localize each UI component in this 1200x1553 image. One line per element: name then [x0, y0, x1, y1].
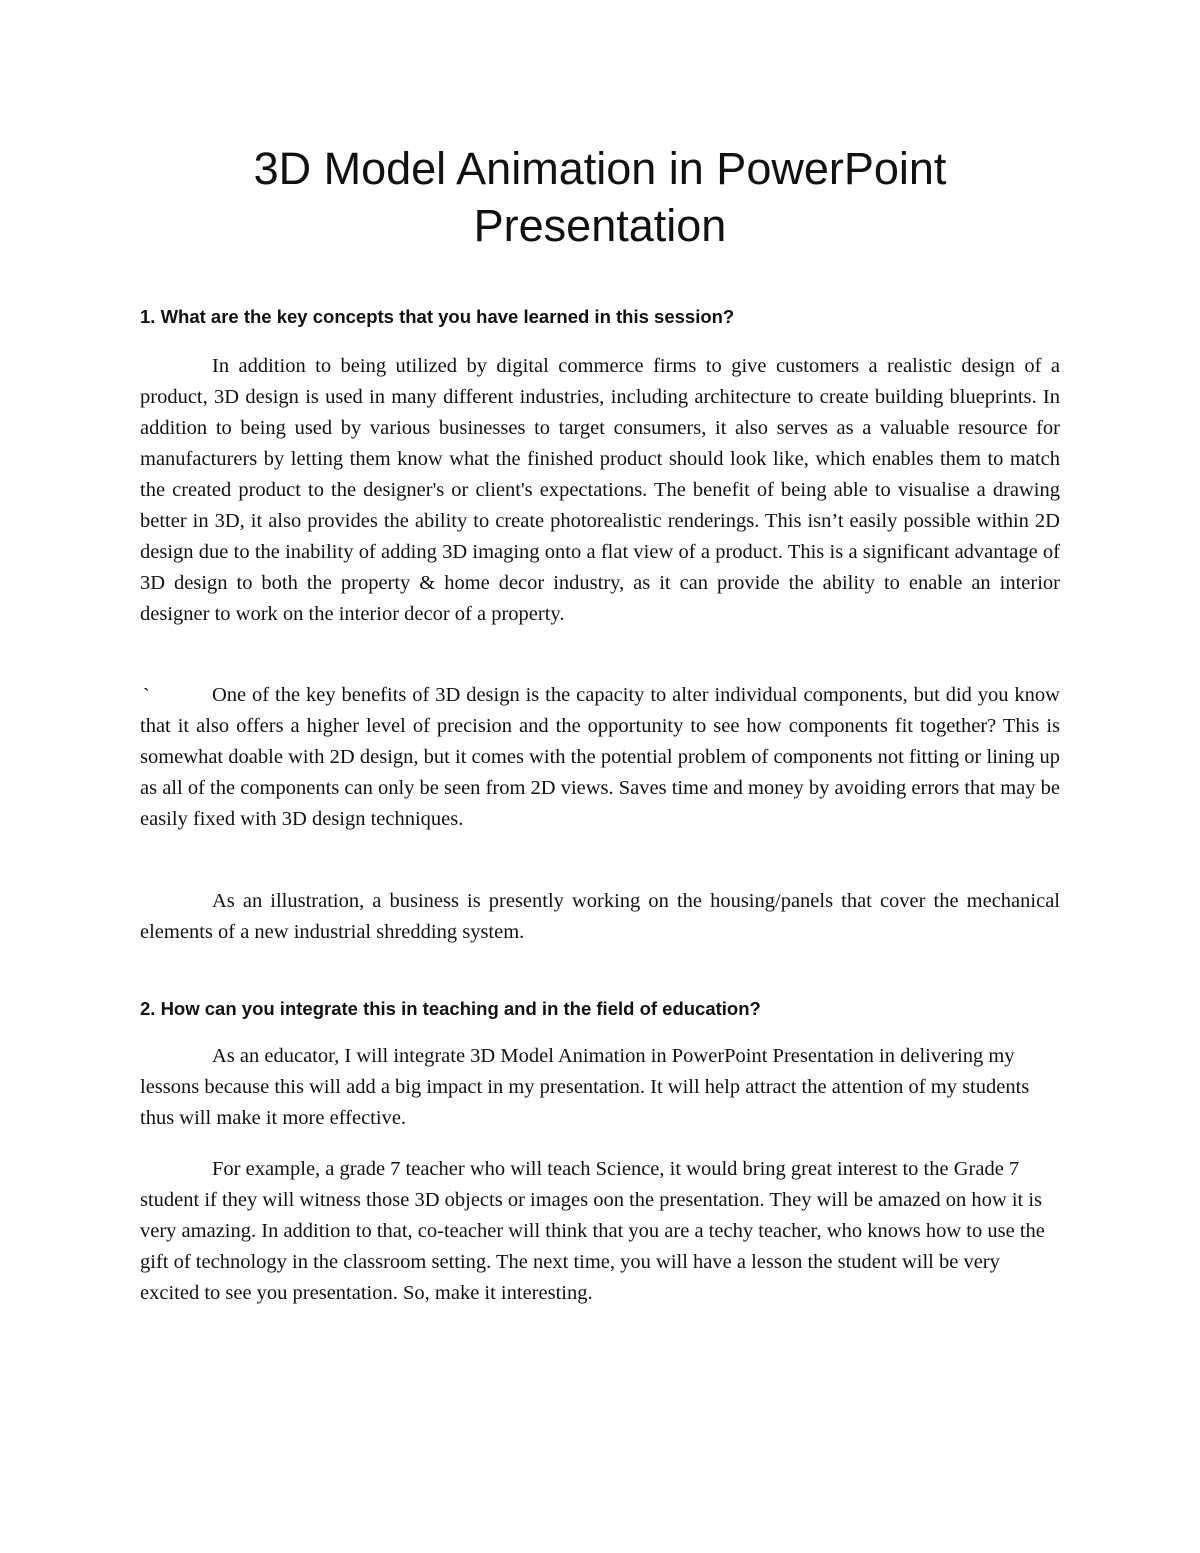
section-1-paragraph-3: As an illustration, a business is presently working on the housing/panels that cover the mechanical elements of a new industrial shredding system. — [140, 890, 1060, 943]
title-line-1: 3D Model Animation in PowerPoint — [253, 143, 947, 194]
question-1-heading: 1. What are the key concepts that you have learned in this session? — [140, 306, 735, 327]
section-1-paragraph-2: One of the key benefits of 3D design is the capacity to alter individual components, but did you know that it also offers a higher level of precision and the opportunity to see how components fit together? This is somewhat doable with 2D design, but it comes with the potential problem of components not fitting or lining up as all of the components can only be seen from 2D views. Saves time and money by avoiding errors that may be easily fixed with 3D design techniques. — [140, 684, 1060, 830]
stray-backtick-mark: ` — [143, 685, 150, 707]
title-line-2: Presentation — [473, 200, 727, 251]
section-1-paragraph-1: In addition to being utilized by digital commerce firms to give customers a realistic design of a product, 3D design is used in many different industries, including architecture to create building blueprints. In addition to being used by various businesses to target consumers, it also serves as a valuable resource for manufacturers by letting them know what the finished product should look like, which enables them to match the created product to the designer's or client's expectations. The benefit of being able to visualise a drawing better in 3D, it also provides the ability to create photorealistic renderings. This isn’t easily possible within 2D design due to the inability of adding 3D imaging onto a flat view of a product. This is a significant advantage of 3D design to both the property & home decor industry, as it can provide the ability to enable an interior designer to work on the interior decor of a property. — [140, 355, 1060, 625]
section-2-paragraph-2: For example, a grade 7 teacher who will teach Science, it would bring great interest to the Grade 7 student if they will witness those 3D objects or images oon the presentation. They will be amazed on how it is very amazing. In addition to that, co-teacher will think that you are a techy teacher, who knows how to use the gift of technology in the classroom setting. The next time, you will have a lesson the student will be very excited to see you presentation. So, make it interesting. — [140, 1158, 1045, 1304]
section-2-paragraph-1: As an educator, I will integrate 3D Model Animation in PowerPoint Presentation in delivering my lessons because this will add a big impact in my presentation. It will help attract the attention of my students thus will make it more effective. — [140, 1045, 1030, 1129]
document-title — [140, 140, 1060, 254]
question-2-heading: 2. How can you integrate this in teaching and in the field of education? — [140, 998, 761, 1019]
